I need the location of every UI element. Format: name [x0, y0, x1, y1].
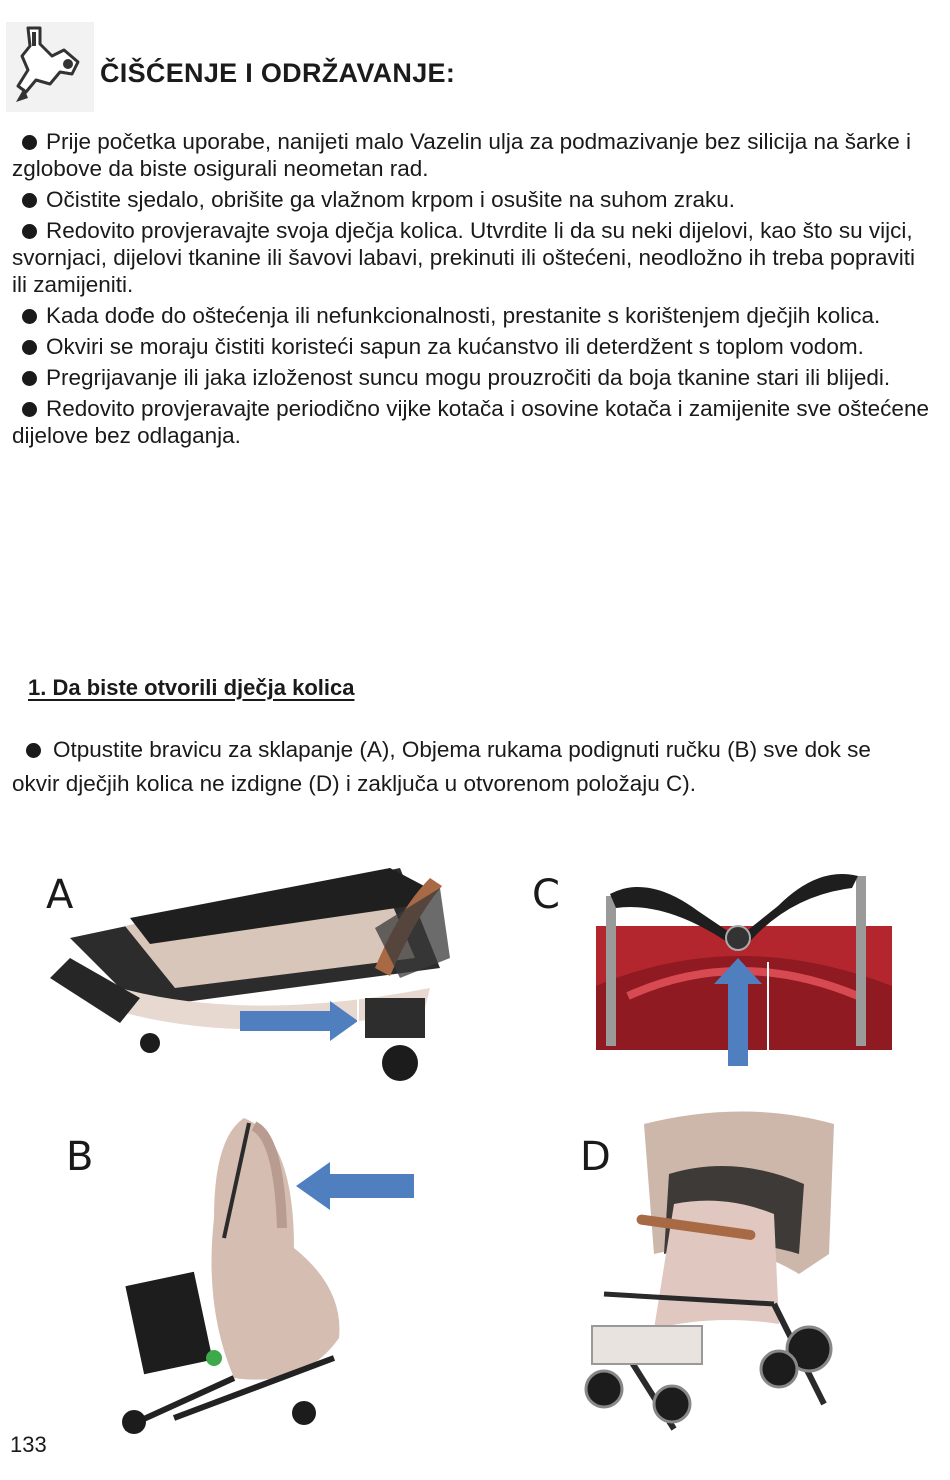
wrench-icon — [6, 22, 94, 112]
bullet-icon — [22, 309, 37, 324]
bullet-icon — [22, 371, 37, 386]
arrow-icon — [296, 1162, 414, 1210]
list-item: Pregrijavanje ili jaka izloženost suncu mogu prouzročiti da boja tkanine stari ili blijedi. — [12, 364, 932, 391]
list-item: Redovito provjeravajte svoja dječja kolica. Utvrdite li da su neki dijelovi, kao što su vijci, svornjaci, dijelovi tkanine ili šavovi labavi, prekinuti ili oštećeni, neodložno ih treba popraviti ili zamijeniti. — [12, 218, 915, 297]
unfolding-stroller-image — [104, 1108, 424, 1438]
figure-label-c: C — [532, 872, 560, 918]
section-header — [6, 22, 926, 122]
list-item: Okviri se moraju čistiti koristeći sapun za kućanstvo ili deterdžent s toplom vodom. — [12, 333, 932, 360]
section-heading: 1. Da biste otvorili dječja kolica — [28, 675, 355, 700]
handle-lock-image — [588, 866, 894, 1070]
bullet-icon — [22, 224, 37, 239]
figure-label-b: B — [66, 1134, 94, 1180]
list-item: Prije početka uporabe, nanijeti malo Vazelin ulja za podmazivanje bez silicija na šarke i zglobove da biste osigurali neometan rad. — [12, 129, 912, 181]
maintenance-list — [12, 128, 932, 453]
page-number: 133 — [10, 1432, 47, 1457]
open-stroller-image — [574, 1104, 844, 1434]
bullet-icon — [22, 193, 37, 208]
bullet-icon — [22, 340, 37, 355]
instruction-paragraph: Otpustite bravicu za sklapanje (A), Objema rukama podignuti ručku (B) sve dok se okvir dječjih kolica ne izdigne (D) i zaključa u otvorenom položaju C). — [12, 737, 871, 796]
list-item: Kada dođe do oštećenja ili nefunkcionalnosti, prestanite s korištenjem dječjih kolica. — [12, 302, 932, 329]
list-item: Očistite sjedalo, obrišite ga vlažnom krpom i osušite na suhom zraku. — [12, 186, 932, 213]
page-title: ČIŠĆENJE I ODRŽAVANJE: — [100, 58, 456, 88]
bullet-icon — [22, 402, 37, 417]
list-item: Redovito provjeravajte periodično vijke kotača i osovine kotača i zamijenite sve oštećene dijelove bez odlaganja. — [12, 396, 929, 448]
folded-stroller-image — [30, 848, 450, 1088]
figure-label-a: A — [46, 872, 74, 918]
bullet-icon — [22, 135, 37, 150]
bullet-icon — [26, 743, 41, 758]
figure-label-d: D — [580, 1134, 611, 1180]
